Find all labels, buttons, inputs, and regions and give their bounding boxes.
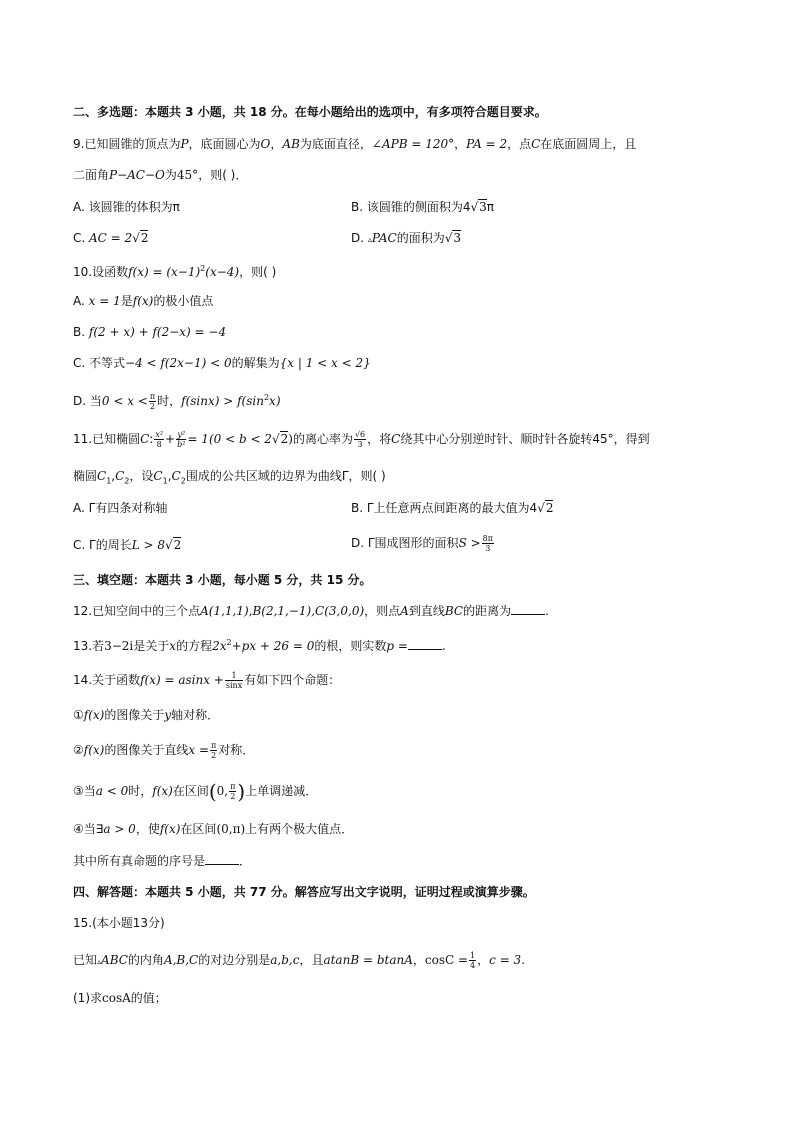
fraction xyxy=(176,430,186,449)
fraction xyxy=(210,741,217,760)
q9-stem-line2 xyxy=(73,166,247,184)
q12-stem xyxy=(73,602,549,620)
math: x) xyxy=(269,394,281,408)
numerator: π xyxy=(230,782,236,791)
math: +px + 26 = 0 xyxy=(231,639,315,653)
math: f(x) xyxy=(83,708,105,722)
text: 14.关于函数 xyxy=(73,673,141,687)
text: , xyxy=(167,469,172,483)
math: a,b,c xyxy=(270,953,300,967)
math: C xyxy=(391,432,401,446)
text: 13.若 xyxy=(73,639,105,653)
math: 0 < x < xyxy=(101,394,148,408)
radicand: 2 xyxy=(545,501,554,515)
math: C xyxy=(115,469,125,483)
text: 的图像关于 xyxy=(104,708,165,722)
q9-option-a: A. 该圆锥的体积为π xyxy=(73,200,180,214)
q14-proposition-4 xyxy=(73,820,353,838)
math: AC = 2 xyxy=(89,231,133,245)
fraction xyxy=(482,534,494,553)
denominator: 2 xyxy=(230,792,236,801)
math: 2 xyxy=(200,264,206,273)
text: B. Γ上任意两点间距离的最大值为4 xyxy=(351,501,538,515)
text: 的方程 xyxy=(176,639,213,653)
math: BC xyxy=(444,604,464,618)
q14-stem xyxy=(73,671,340,690)
text: 二面角 xyxy=(73,168,110,182)
math: (0,π) xyxy=(216,822,246,836)
math: (x−4) xyxy=(205,265,240,279)
math: 0, xyxy=(216,784,229,798)
text: C. 不等式 xyxy=(73,356,126,370)
text: ，底面圆心为 xyxy=(188,137,261,151)
denominator: 4 xyxy=(470,961,476,970)
denominator: 8 xyxy=(156,440,162,449)
text: : xyxy=(149,432,154,446)
fraction xyxy=(354,430,366,449)
text: . xyxy=(521,953,526,967)
text: . xyxy=(545,604,549,618)
text: 有如下四个命题： xyxy=(244,673,341,687)
numerator: π xyxy=(149,392,156,401)
text: 上单调递减． xyxy=(245,784,318,798)
q9-option-d: D. ▵PAC的面积为√3 xyxy=(351,231,462,245)
triangle-symbol: ▵ xyxy=(97,957,102,966)
math: 2 xyxy=(226,638,232,647)
text: 在区间 xyxy=(172,784,209,798)
math: PA = 2 xyxy=(466,137,508,151)
math: f(x) xyxy=(83,743,105,757)
radicand: 2 xyxy=(173,538,182,552)
text: 时， xyxy=(157,394,182,408)
math: AB xyxy=(282,137,300,151)
q11-option-c: C. Γ的周长L > 8√2 xyxy=(73,538,182,552)
numerator: 8π xyxy=(482,534,494,543)
denominator: 2 xyxy=(149,402,156,411)
text: 在底面圆周上，且 xyxy=(540,137,637,151)
text: D. xyxy=(351,231,368,245)
math: PAC xyxy=(371,231,397,245)
math: −4 < f(2x−1) < 0 xyxy=(125,356,232,370)
text: 的根，则实数 xyxy=(314,639,387,653)
q15-subquestion-1 xyxy=(73,989,167,1007)
q9-stem-line1 xyxy=(73,135,636,153)
math: f(x) xyxy=(152,784,173,798)
radicand: 2 xyxy=(140,231,149,245)
q11-stem-line1: 11.已知椭圆C: $\frac{\text{x²}}{8}$ + $\frac{\text{y²}}{\text{b²}}$ = 1(0 < b < 2√2)的离心率为 $\frac{√6}{3}$ ，将C绕其中心分别逆时针、顺时针各旋转45°，得到 xyxy=(73,430,650,449)
fraction xyxy=(229,782,236,801)
math: p = xyxy=(386,639,408,653)
math: cosC = xyxy=(424,953,469,967)
math: C xyxy=(153,469,163,483)
text: 是关于 xyxy=(133,639,170,653)
math: x xyxy=(169,639,177,653)
text: 11.已知椭圆 xyxy=(73,432,141,446)
text: 在区间 xyxy=(180,822,217,836)
numerator: π xyxy=(211,741,217,750)
q11-option-a: A. Γ有四条对称轴 xyxy=(73,501,168,515)
fraction xyxy=(469,951,476,970)
q14-proposition-3: ③当a < 0时，f(x)在区间(0, $\frac{\pi}{2}$ )上单调递减． xyxy=(73,779,318,804)
text: ④当∃ xyxy=(73,822,104,836)
numerator: y² xyxy=(177,430,186,439)
text: C. Γ的周长 xyxy=(73,538,132,552)
text: ，点 xyxy=(507,137,532,151)
math: x = xyxy=(188,743,209,757)
fraction xyxy=(154,430,164,449)
text: ，则( ) xyxy=(239,265,277,279)
q11-option-b: B. Γ上任意两点间距离的最大值为4√2 xyxy=(351,501,554,515)
math: 2x xyxy=(212,639,227,653)
text: A. xyxy=(73,294,89,308)
text: 的解集为 xyxy=(231,356,280,370)
math: 3−2i xyxy=(104,639,134,653)
q9-option-c: C. AC = 2√2 xyxy=(73,231,149,245)
answer-blank[interactable] xyxy=(511,602,545,615)
math: f(x) = (x−1) xyxy=(128,265,201,279)
math: x = 1 xyxy=(88,294,121,308)
text: ，将 xyxy=(367,432,392,446)
math: {x | 1 < x < 2} xyxy=(279,356,371,370)
text: ，则点 xyxy=(364,604,401,618)
math: 2 xyxy=(180,476,186,486)
q14-proposition-1 xyxy=(73,706,219,724)
section-header-solution: 四、解答题：本题共 5 小题，共 77 分。解答应写出文字说明，证明过程或演算步骤。 xyxy=(73,885,535,899)
radicand: 3 xyxy=(453,231,462,245)
text: ，使 xyxy=(135,822,160,836)
text: 上有两个极大值点． xyxy=(245,822,354,836)
q10-option-c xyxy=(73,354,371,372)
q15-stem xyxy=(73,951,525,971)
text: B. 该圆锥的侧面积为4 xyxy=(351,200,471,214)
radicand: 2 xyxy=(280,432,289,446)
math: A xyxy=(400,604,409,618)
q11-option-d xyxy=(351,534,495,553)
section-header-multi-choice: 二、多选题：本题共 3 小题，共 18 分。在每小题给出的选项中，有多项符合题目要求。 xyxy=(73,105,547,119)
math: C xyxy=(97,469,107,483)
numerator: 1 xyxy=(470,951,476,960)
math: P−AC−O xyxy=(109,168,165,182)
denominator: 3 xyxy=(485,544,491,553)
math: f(x) xyxy=(132,294,154,308)
math: C xyxy=(140,432,150,446)
math: f(x) xyxy=(159,822,181,836)
q10-option-d xyxy=(73,389,281,411)
denominator: b² xyxy=(177,440,186,449)
text: ， xyxy=(270,137,283,151)
text: 轴对称． xyxy=(171,708,220,722)
text: 椭圆 xyxy=(73,469,98,483)
text: ， xyxy=(477,953,490,967)
denominator: 2 xyxy=(211,751,217,760)
text: 时， xyxy=(128,784,153,798)
text: ③当 xyxy=(73,784,96,798)
text: ，且 xyxy=(299,953,324,967)
denominator: sinx xyxy=(225,681,243,690)
math: 2 xyxy=(124,476,130,486)
text: 为 xyxy=(164,168,177,182)
text: 的对边分别是 xyxy=(198,953,271,967)
math: + xyxy=(165,432,176,446)
math: = 1(0 < b < 2 xyxy=(187,432,272,446)
math: ∠APB = 120° xyxy=(371,137,455,151)
math: c = 3 xyxy=(489,953,522,967)
text: π xyxy=(486,200,495,214)
text: ， xyxy=(454,137,467,151)
text: 围成的公共区域的边界为曲线Γ，则( ) xyxy=(185,469,386,483)
math: O xyxy=(260,137,271,151)
q10-option-b xyxy=(73,323,226,341)
text: C. xyxy=(73,231,90,245)
text: D. 当 xyxy=(73,394,102,408)
fraction xyxy=(225,671,243,690)
text: 是 xyxy=(120,294,133,308)
q14-proposition-2 xyxy=(73,741,254,760)
text: 为底面直径， xyxy=(299,137,372,151)
q10-option-a xyxy=(73,292,213,310)
text: 的值； xyxy=(130,991,167,1005)
math: f(sinx) > f(sin xyxy=(181,394,264,408)
text: , xyxy=(111,469,116,483)
text: 已知 xyxy=(73,953,98,967)
math: L > 8 xyxy=(131,538,165,552)
text: B. xyxy=(73,325,89,339)
fraction xyxy=(149,392,156,411)
text: ， xyxy=(412,953,425,967)
section-header-fill-blank: 三、填空题：本题共 3 小题，每小题 5 分，共 15 分。 xyxy=(73,573,372,587)
text: ，则( )． xyxy=(198,168,248,182)
text: 到直线 xyxy=(408,604,445,618)
text: ① xyxy=(73,708,84,722)
q13-stem xyxy=(73,634,446,655)
math: 1 xyxy=(162,476,168,486)
text: 的离心率为 xyxy=(292,432,353,446)
math: A(1,1,1),B(2,1,−1),C(3,0,0) xyxy=(200,604,365,618)
math: P xyxy=(180,137,189,151)
q10-stem xyxy=(73,260,276,281)
text: 的面积为 xyxy=(396,231,445,245)
math: 45° xyxy=(176,168,199,182)
text: 的内角 xyxy=(127,953,164,967)
text: 12.已知空间中的三个点 xyxy=(73,604,201,618)
math: 2 xyxy=(263,393,270,402)
text: (1)求 xyxy=(73,991,102,1005)
answer-blank[interactable] xyxy=(205,852,239,865)
q14-answer-line xyxy=(73,852,251,870)
text: ． xyxy=(239,854,252,868)
text: . xyxy=(441,639,446,653)
math: cosA xyxy=(102,991,131,1005)
math: atanB = btanA xyxy=(323,953,413,967)
answer-blank[interactable] xyxy=(408,637,442,650)
numerator: x² xyxy=(155,430,164,439)
math: f(2 + x) + f(2−x) = −4 xyxy=(88,325,227,339)
q9-option-b: B. 该圆锥的侧面积为4√3π xyxy=(351,200,495,214)
math: a < 0 xyxy=(95,784,129,798)
text: 的距离为 xyxy=(463,604,512,618)
text: 其中所有真命题的序号是 xyxy=(73,854,206,868)
math: A,B,C xyxy=(163,953,199,967)
triangle-symbol: ▵ xyxy=(367,235,372,244)
radicand: 3 xyxy=(479,200,487,214)
math: 1 xyxy=(106,476,112,486)
math: ABC xyxy=(101,953,128,967)
text: ② xyxy=(73,743,84,757)
text: D. Γ围成图形的面积 xyxy=(351,536,459,550)
math: S > xyxy=(458,536,481,550)
text: 的极小值点 xyxy=(153,294,214,308)
math: C xyxy=(171,469,181,483)
math: a > 0 xyxy=(103,822,136,836)
text: ，设 xyxy=(129,469,154,483)
q15-title: 15.(本小题13分) xyxy=(73,916,165,930)
text: 9.已知圆锥的顶点为 xyxy=(73,137,181,151)
text: 对称． xyxy=(218,743,255,757)
q11-stem-line2 xyxy=(73,467,386,490)
math: ) xyxy=(288,432,293,446)
numerator: 1 xyxy=(225,671,243,681)
math: C xyxy=(531,137,541,151)
math: y xyxy=(164,708,172,722)
numerator: √6 xyxy=(354,430,366,439)
text: 10.设函数 xyxy=(73,265,129,279)
text: 绕其中心分别逆时针、顺时针各旋转45°，得到 xyxy=(400,432,650,446)
text: 的图像关于直线 xyxy=(104,743,189,757)
math: f(x) = asinx + xyxy=(140,673,224,687)
denominator: 3 xyxy=(357,440,363,449)
